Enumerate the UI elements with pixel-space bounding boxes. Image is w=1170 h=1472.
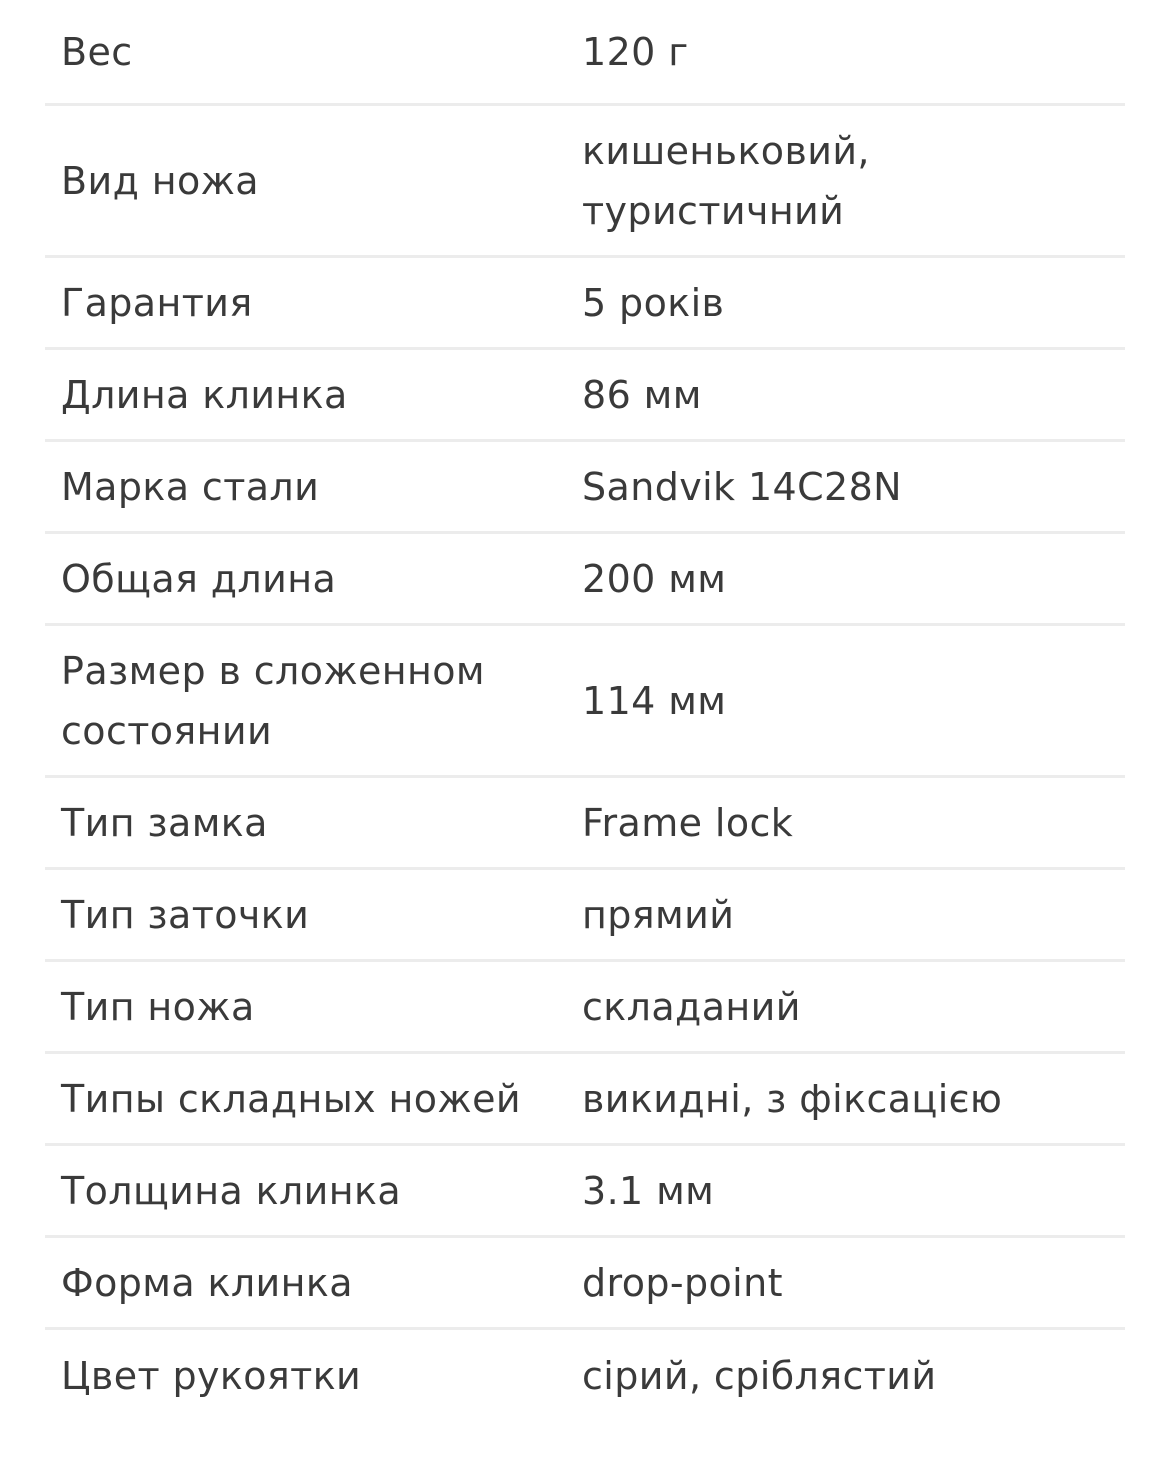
text-line: 86 мм: [582, 372, 702, 417]
text-line: Frame lock: [582, 800, 794, 845]
spec-row: [45, 258, 1125, 350]
text-line: Длина клинка: [61, 372, 348, 417]
spec-value: [582, 273, 1125, 333]
text-line: Форма клинка: [61, 1260, 353, 1305]
spec-value: [582, 1069, 1125, 1129]
spec-label: [45, 22, 582, 82]
text-line: викидні, з фіксацією: [582, 1076, 1003, 1121]
text-line: Тип ножа: [61, 984, 255, 1029]
spec-value: [582, 1161, 1125, 1221]
spec-row: [45, 106, 1125, 258]
text-line: Вес: [61, 29, 133, 74]
spec-label: [45, 457, 582, 517]
spec-row: [45, 534, 1125, 626]
text-line: Гарантия: [61, 280, 253, 325]
text-line: Цвет рукоятки: [61, 1354, 362, 1398]
text-line: состоянии: [61, 708, 273, 753]
spec-row: [45, 1146, 1125, 1238]
spec-row: [45, 442, 1125, 534]
spec-value: [582, 1346, 1125, 1406]
text-line: 3.1 мм: [582, 1168, 715, 1213]
spec-value: [582, 793, 1125, 853]
spec-row: [45, 778, 1125, 870]
spec-label: [45, 641, 582, 761]
spec-row: [45, 350, 1125, 442]
spec-value: [582, 365, 1125, 425]
spec-row: [45, 1330, 1125, 1422]
text-line: Общая длина: [61, 556, 337, 601]
text-line: Размер в сложенном: [61, 648, 485, 693]
spec-label: [45, 885, 582, 945]
text-line: Вид ножа: [61, 158, 259, 203]
text-line: 120 г: [582, 29, 689, 74]
text-line: складаний: [582, 984, 801, 1029]
spec-row: [45, 626, 1125, 778]
text-line: сірий, сріблястий: [582, 1354, 937, 1398]
spec-label: [45, 1346, 582, 1406]
spec-row: [45, 1238, 1125, 1330]
text-line: Толщина клинка: [61, 1168, 402, 1213]
spec-row: [45, 1054, 1125, 1146]
spec-value: [582, 885, 1125, 945]
specs-table: [45, 0, 1125, 1422]
spec-value: [582, 22, 1125, 82]
spec-value: [582, 1253, 1125, 1313]
text-line: 114 мм: [582, 678, 727, 723]
spec-row: [45, 0, 1125, 106]
spec-value: [582, 549, 1125, 609]
text-line: Sandvik 14C28N: [582, 464, 903, 509]
spec-value: [582, 671, 1125, 731]
spec-value: [582, 121, 1125, 241]
text-line: Типы складных ножей: [61, 1076, 521, 1121]
spec-row: [45, 870, 1125, 962]
text-line: 5 років: [582, 280, 725, 325]
text-line: кишеньковий,: [582, 128, 870, 173]
spec-label: [45, 273, 582, 333]
spec-row: [45, 962, 1125, 1054]
spec-label: [45, 549, 582, 609]
spec-value: [582, 457, 1125, 517]
text-line: прямий: [582, 892, 735, 937]
text-line: туристичний: [582, 188, 845, 233]
spec-label: [45, 1253, 582, 1313]
spec-label: [45, 977, 582, 1037]
spec-label: [45, 151, 582, 211]
text-line: drop-point: [582, 1260, 783, 1305]
spec-label: [45, 1161, 582, 1221]
spec-label: [45, 365, 582, 425]
spec-label: [45, 793, 582, 853]
spec-value: [582, 977, 1125, 1037]
text-line: 200 мм: [582, 556, 727, 601]
text-line: Марка стали: [61, 464, 320, 509]
text-line: Тип заточки: [61, 892, 310, 937]
text-line: Тип замка: [61, 800, 268, 845]
spec-label: [45, 1069, 582, 1129]
